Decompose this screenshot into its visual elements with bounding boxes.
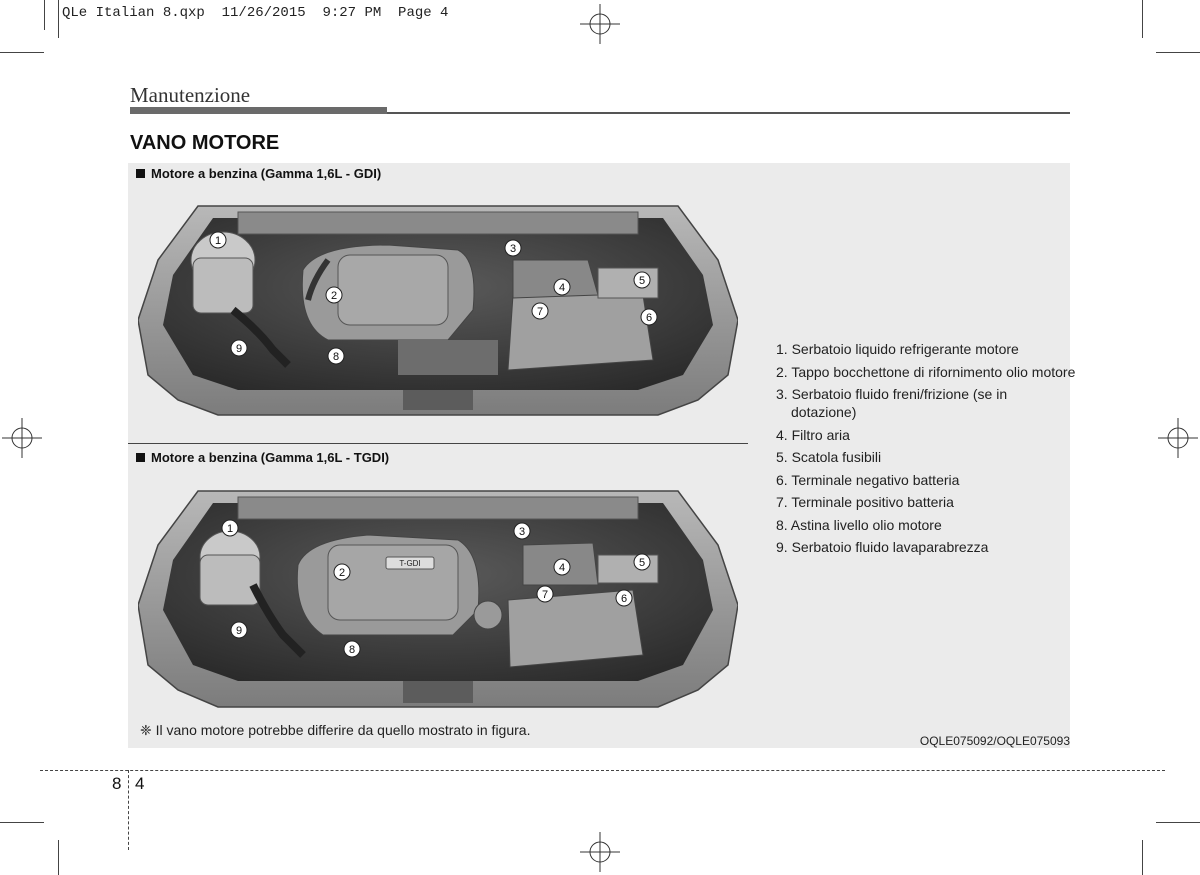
legend-item: 8. Astina livello olio motore xyxy=(776,516,942,533)
callout-label: 5 xyxy=(638,275,646,287)
callout-label: 3 xyxy=(518,526,526,538)
footer-dashed-divider xyxy=(128,770,129,850)
image-code: OQLE075092/OQLE075093 xyxy=(919,734,1070,748)
callout-label: 2 xyxy=(330,290,338,302)
footer-dashed-rule xyxy=(40,770,1165,771)
legend-item: 4. Filtro aria xyxy=(776,426,850,443)
crop-mark xyxy=(1142,0,1143,38)
callout-label: 9 xyxy=(235,625,243,637)
registration-mark-top xyxy=(580,4,620,44)
engine2-title-text: Motore a benzina (Gamma 1,6L - TGDI) xyxy=(151,450,390,465)
legend-item: 6. Terminale negativo batteria xyxy=(776,471,960,488)
engine1-title xyxy=(136,166,381,181)
engine2-callouts xyxy=(138,485,738,715)
callout-label: 3 xyxy=(509,243,517,255)
component-legend xyxy=(776,340,1076,561)
crop-mark xyxy=(0,52,44,53)
callout-label: 8 xyxy=(332,351,340,363)
legend-item: 3. Serbatoio fluido freni/frizione (se in dotazione) xyxy=(776,386,1008,420)
callout-label: 8 xyxy=(348,644,356,656)
crop-mark xyxy=(1142,840,1143,875)
crop-mark xyxy=(44,0,45,30)
figure-divider xyxy=(128,443,748,444)
crop-mark xyxy=(1156,52,1200,53)
note-text: Il vano motore potrebbe differire da quello mostrato in figura. xyxy=(155,722,531,738)
callout-label: 5 xyxy=(638,557,646,569)
callout-label: 7 xyxy=(536,306,544,318)
crop-mark xyxy=(0,822,44,823)
crop-mark xyxy=(58,0,59,38)
legend-item: 5. Scatola fusibili xyxy=(776,449,882,465)
registration-mark-bottom xyxy=(580,832,620,872)
callout-label: 7 xyxy=(541,589,549,601)
header-rule-thin xyxy=(387,112,1070,114)
callout-label: 2 xyxy=(338,567,346,579)
print-slug: QLe Italian 8.qxp 11/26/2015 9:27 PM Page 4 xyxy=(62,5,449,21)
legend-item: 9. Serbatoio fluido lavaparabrezza xyxy=(776,539,989,555)
crop-mark xyxy=(58,840,59,875)
callout-label: 4 xyxy=(558,562,566,574)
legend-item: 1. Serbatoio liquido refrigerante motore xyxy=(776,341,1019,357)
callout-label: 6 xyxy=(645,312,653,324)
page-number: 4 xyxy=(135,774,145,793)
legend-item: 2. Tappo bocchettone di rifornimento olio motore xyxy=(776,363,1076,380)
tgdi-badge: T-GDI xyxy=(399,559,421,568)
bullet-square-icon xyxy=(136,453,145,462)
section-title: Manutenzione xyxy=(130,83,251,107)
page-heading: VANO MOTORE xyxy=(130,132,280,154)
figure-note xyxy=(140,722,530,739)
engine2-title xyxy=(136,450,389,465)
crop-mark xyxy=(1156,822,1200,823)
callout-label: 1 xyxy=(226,523,234,535)
callout-label: 1 xyxy=(214,235,222,247)
engine1-callouts xyxy=(138,200,738,422)
engine1-title-text: Motore a benzina (Gamma 1,6L - GDI) xyxy=(151,166,382,181)
note-symbol-icon: ❈ xyxy=(140,722,152,738)
bullet-square-icon xyxy=(136,169,145,178)
registration-mark-right xyxy=(1158,418,1198,458)
callout-label: 6 xyxy=(620,593,628,605)
legend-item: 7. Terminale positivo batteria xyxy=(776,494,954,510)
header-rule-thick xyxy=(130,107,387,114)
chapter-number: 8 xyxy=(112,774,122,793)
registration-mark-left xyxy=(2,418,42,458)
callout-label: 4 xyxy=(558,282,566,294)
callout-label: 9 xyxy=(235,343,243,355)
